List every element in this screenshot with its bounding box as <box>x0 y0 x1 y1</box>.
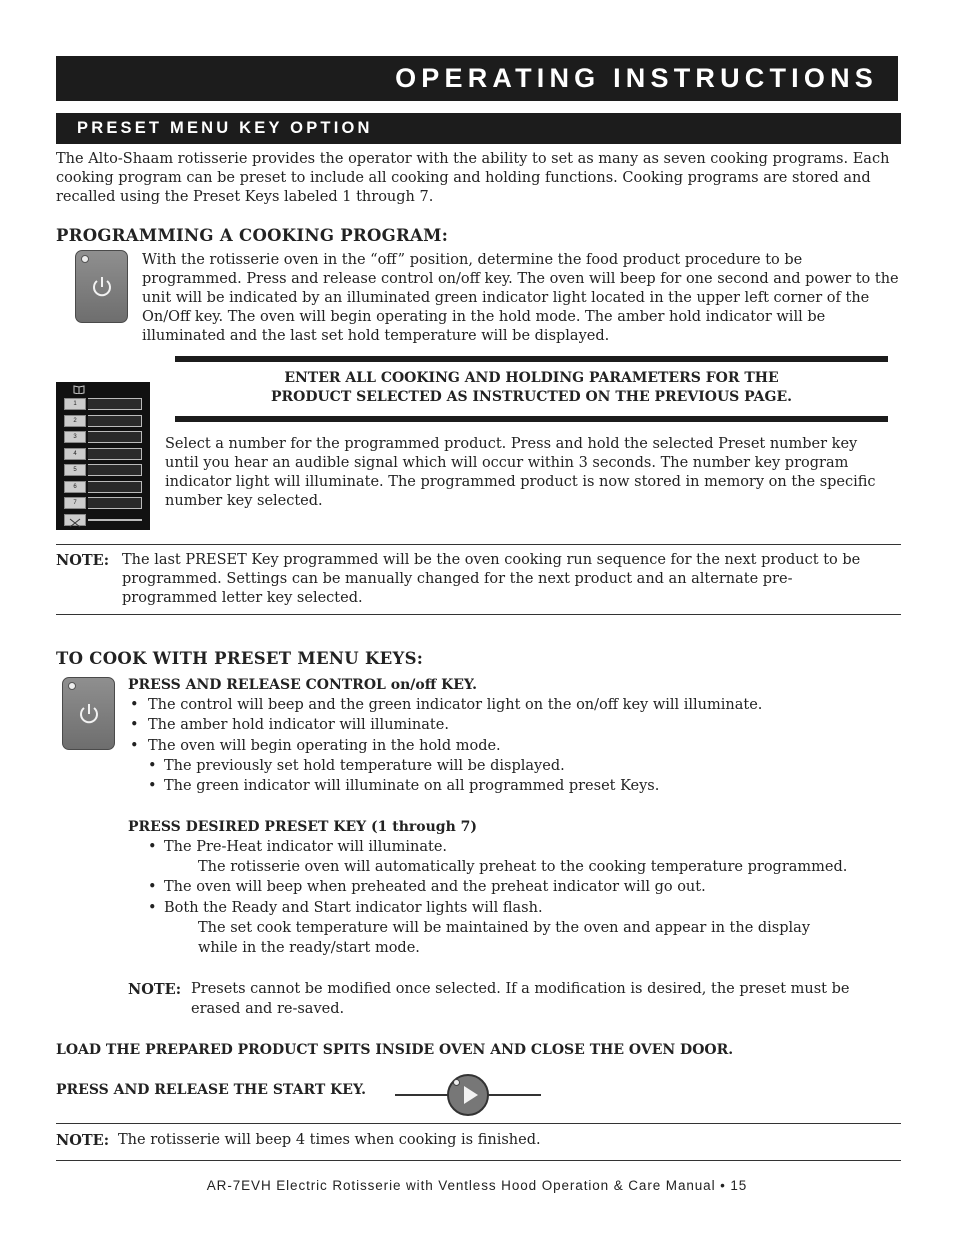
intro-paragraph: The Alto-Shaam rotisserie provides the operator with the ability to set as many as seven cooking programs. Each cooking program can be preset to include all cooking and holding functions. Cooking programs are stored and recalled using the Preset Keys labeled 1 through 7. <box>56 151 890 205</box>
detail-text: The rotisserie oven will automatically preheat to the cooking temperature programmed. <box>198 859 848 875</box>
page-footer: AR-7EVH Electric Rotisserie with Ventless Hood Operation & Care Manual • 15 <box>206 1178 748 1193</box>
sub-bullet-text: The oven will beep when preheated and the preheat indicator will go out. <box>164 879 706 895</box>
indicator-light-icon <box>68 682 76 690</box>
erase-bar <box>88 519 142 521</box>
sub-bullet-text: The Pre-Heat indicator will illuminate. <box>164 839 448 855</box>
detail-text: The set cook temperature will be maintained by the oven and appear in the display <box>198 920 811 936</box>
section-title: PRESET MENU KEY OPTION <box>56 113 901 144</box>
sub-bullet: • <box>148 778 157 794</box>
callout-top-rule <box>175 356 888 362</box>
programming-step1: With the rotisserie oven in the “off” position, determine the food product procedure to be programmed. Press and release control on/off key. The oven will beep for one second and power to the unit will be indicated by an illuminated green indicator light located in the upper left corner of the On/Off key. The oven will begin operating in the hold mode. The amber hold indicator will be illuminated and the last set hold temperature will be displayed. <box>142 252 899 344</box>
preset-key-1: 1 <box>64 398 142 411</box>
sub-bullet: • <box>148 839 157 855</box>
sub-bullet-text: The green indicator will illuminate on all programmed preset Keys. <box>164 778 660 794</box>
indicator-light-icon <box>81 255 89 263</box>
preset-keypad-image <box>56 382 150 530</box>
sub-bullet-text: The previously set hold temperature will be displayed. <box>164 758 565 774</box>
preset-key-5: 5 <box>64 464 142 477</box>
on-off-key-icon <box>62 677 115 750</box>
play-icon <box>462 1085 480 1105</box>
preset-key-2: 2 <box>64 415 142 428</box>
preset-key-4: 4 <box>64 448 142 461</box>
cook-sub2: PRESS DESIRED PRESET KEY (1 through 7) <box>128 819 478 835</box>
preset-key-3: 3 <box>64 431 142 444</box>
bullet: • <box>130 738 139 754</box>
bullet: • <box>130 717 139 733</box>
load-instruction: LOAD THE PREPARED PRODUCT SPITS INSIDE OVEN AND CLOSE THE OVEN DOOR. <box>56 1042 734 1058</box>
programming-step2: Select a number for the programmed product. Press and hold the selected Preset number key until you hear an audible signal which will occur within 3 seconds. The number key program indicator light will illuminate. The programmed product is now stored in memory on the specific number key selected. <box>165 436 876 509</box>
sub-bullet: • <box>148 879 157 895</box>
cook-sub1: PRESS AND RELEASE CONTROL on/off KEY. <box>128 677 477 693</box>
preset-key-7: 7 <box>64 497 142 510</box>
note1-label: NOTE: <box>56 552 110 569</box>
book-icon <box>73 385 85 394</box>
power-icon <box>90 275 114 299</box>
sub-bullet: • <box>148 900 157 916</box>
bullet-text: The amber hold indicator will illuminate. <box>148 717 449 733</box>
start-key-icon <box>447 1074 489 1116</box>
note2-text: The rotisserie will beep 4 times when cooking is finished. <box>118 1132 541 1148</box>
bullet-text: The control will beep and the green indicator light on the on/off key will illuminate. <box>148 697 763 713</box>
preset-key-6: 6 <box>64 481 142 494</box>
on-off-key-icon <box>75 250 128 323</box>
divider <box>56 544 901 545</box>
divider <box>56 1160 901 1161</box>
sub-bullet: • <box>148 758 157 774</box>
erase-key-icon <box>64 514 86 526</box>
page-title: OPERATING INSTRUCTIONS <box>56 56 898 101</box>
detail-text: while in the ready/start mode. <box>198 940 420 956</box>
note1-text: The last PRESET Key programmed will be the oven cooking run sequence for the next product to be programmed. Settings can be manually changed for the next product and an alternate pre-programmed letter key selected. <box>122 552 861 606</box>
programming-heading: PROGRAMMING A COOKING PROGRAM: <box>56 226 449 245</box>
bullet: • <box>130 697 139 713</box>
note2-label: NOTE: <box>56 1132 110 1149</box>
cook-heading: TO COOK WITH PRESET MENU KEYS: <box>56 649 424 668</box>
divider <box>56 1123 901 1124</box>
callout-line2: PRODUCT SELECTED AS INSTRUCTED ON THE PREVIOUS PAGE. <box>270 389 793 405</box>
callout-line1: ENTER ALL COOKING AND HOLDING PARAMETERS FOR THE <box>284 370 779 386</box>
bullet-text: The oven will begin operating in the hold mode. <box>148 738 501 754</box>
start-instruction: PRESS AND RELEASE THE START KEY. <box>56 1082 367 1098</box>
callout-bottom-rule <box>175 416 888 422</box>
indicator-light-icon <box>453 1079 460 1086</box>
note-inline-text: erased and re-saved. <box>191 1001 345 1017</box>
divider <box>56 614 901 615</box>
note-inline-label: NOTE: <box>128 981 182 998</box>
power-icon <box>77 702 101 726</box>
sub-bullet-text: Both the Ready and Start indicator lights will flash. <box>164 900 543 916</box>
note-inline-text: Presets cannot be modified once selected. If a modification is desired, the preset must be <box>191 981 850 997</box>
